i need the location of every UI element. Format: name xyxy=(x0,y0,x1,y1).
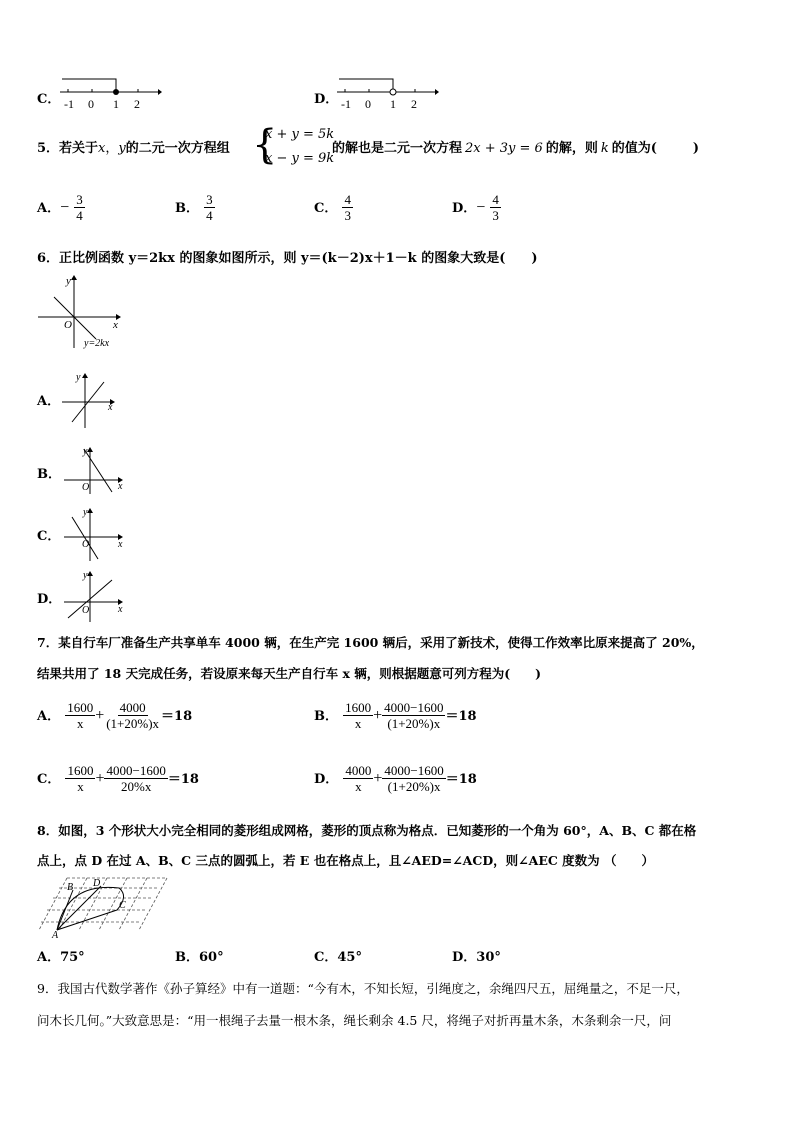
q5-stem: 5．若关于x，y的二元一次方程组 xyxy=(37,141,230,156)
q5-option-b[interactable]: B． $\frac{3}{4}$ xyxy=(175,192,213,223)
q5-option-a[interactable]: A．− $\frac{3}{4}$ xyxy=(37,192,83,223)
origin-label: O xyxy=(82,482,90,493)
q9-stem-line2: 问木长几何。”大致意思是：“用一根绳子去量一根木条，绳长剩余 4.5 尺，将绳子对折再量木条，木条剩余一尺，问 xyxy=(37,1013,672,1028)
axis-x-label: x xyxy=(118,539,123,550)
q6-option-a-graph[interactable] xyxy=(60,370,120,430)
point-c-label: C xyxy=(119,900,126,911)
q6-option-c-label[interactable]: C． xyxy=(37,529,61,544)
q7-option-a[interactable]: A． $\frac{1600}{x}$ + $\frac{4000}{(1+20\%)x}$ ＝18 xyxy=(37,700,193,731)
origin-label: O xyxy=(64,319,72,331)
axis-y-label: y xyxy=(76,372,81,383)
point-a-label: A xyxy=(52,930,59,938)
equation-2: x − y = 9k xyxy=(265,151,335,166)
number-line-c xyxy=(58,74,162,114)
option-c-label: C． xyxy=(37,92,61,107)
origin-label: O xyxy=(82,539,90,550)
tick-label: 2 xyxy=(411,97,417,111)
q6-option-b-graph[interactable] xyxy=(62,444,128,496)
q5-option-d[interactable]: D．− $\frac{4}{3}$ xyxy=(452,192,499,223)
q9-stem-line1: 9．我国古代数学著作《孙子算经》中有一道题：“今有木，不知长短，引绳度之，余绳四尺五，屈绳量之，不足一尺， xyxy=(37,981,689,996)
point-b-label: B xyxy=(67,882,74,893)
q6-option-d-label[interactable]: D． xyxy=(37,592,62,607)
axis-y-label: y xyxy=(83,446,88,457)
q8-option-b[interactable]: B．60° xyxy=(175,950,224,965)
q6-option-d-graph[interactable] xyxy=(62,568,128,624)
q7-option-c[interactable]: C． $\frac{1600}{x}$ + $\frac{4000-1600}{20\%x}$ ＝18 xyxy=(37,763,199,794)
q5-stem-2: 的解也是二元一次方程 2x + 3y = 6 的解，则 k 的值为( ) xyxy=(332,141,700,156)
axis-x-label: x xyxy=(118,604,123,615)
system-brace: { xyxy=(252,122,278,168)
q7-option-d[interactable]: D． $\frac{4000}{x}$ + $\frac{4000-1600}{(1+20\%)x}$ ＝18 xyxy=(314,763,477,794)
option-d-label: D． xyxy=(314,92,339,107)
q6-option-a-label[interactable]: A． xyxy=(37,394,61,409)
q6-option-b-label[interactable]: B． xyxy=(37,467,61,482)
tick-label: -1 xyxy=(341,97,351,111)
tick-label: 0 xyxy=(365,97,371,111)
q8-stem-line1: 8．如图，3 个形状大小完全相同的菱形组成网格，菱形的顶点称为格点．已知菱形的一个角为 60°，A、B、C 都在格 xyxy=(37,823,697,838)
axis-x-label: x xyxy=(108,402,113,413)
q7-stem-line2: 结果共用了 18 天完成任务，若设原来每天生产自行车 x 辆，则根据题意可列方程为( ) xyxy=(37,666,542,681)
q6-reference-graph xyxy=(36,272,126,352)
point-d-label: D xyxy=(93,878,101,889)
tick-label: 1 xyxy=(113,97,119,111)
line-label: y=2kx xyxy=(84,338,110,349)
axis-x-label: x xyxy=(113,319,118,331)
closed-dot xyxy=(113,89,119,95)
origin-label: O xyxy=(82,605,90,616)
q7-stem-line1: 7．某自行车厂准备生产共享单车 4000 辆，在生产完 1600 辆后，采用了新技术，使得工作效率比原来提高了 20%， xyxy=(37,635,704,650)
q6-option-c-graph[interactable] xyxy=(62,505,128,563)
q5-option-c[interactable]: C． $\frac{4}{3}$ xyxy=(314,192,351,223)
q8-option-a[interactable]: A．75° xyxy=(37,950,85,965)
rhombus-grid-figure xyxy=(37,872,171,938)
tick-label: 1 xyxy=(390,97,396,111)
axis-y-label: y xyxy=(83,507,88,518)
tick-label: 2 xyxy=(134,97,140,111)
q7-option-b[interactable]: B． $\frac{1600}{x}$ + $\frac{4000-1600}{(1+20\%)x}$ ＝18 xyxy=(314,700,477,731)
tick-label: -1 xyxy=(64,97,74,111)
tick-label: 0 xyxy=(88,97,94,111)
open-dot xyxy=(390,89,396,95)
q8-stem-line2: 点上，点 D 在过 A、B、C 三点的圆弧上，若 E 也在格点上，且∠AED=∠ACD，则∠AEC 度数为 （ ） xyxy=(37,853,655,868)
q6-stem: 6．正比例函数 y＝2kx 的图象如图所示，则 y＝(k－2)x＋1－k 的图象大致是( ) xyxy=(37,251,538,266)
axis-y-label: y xyxy=(83,570,88,581)
equation-1: x + y = 5k xyxy=(265,127,335,142)
number-line-d xyxy=(335,74,439,114)
axis-x-label: x xyxy=(118,481,123,492)
axis-y-label: y xyxy=(66,275,71,287)
q8-option-c[interactable]: C．45° xyxy=(314,950,362,965)
q8-option-d[interactable]: D．30° xyxy=(452,950,501,965)
